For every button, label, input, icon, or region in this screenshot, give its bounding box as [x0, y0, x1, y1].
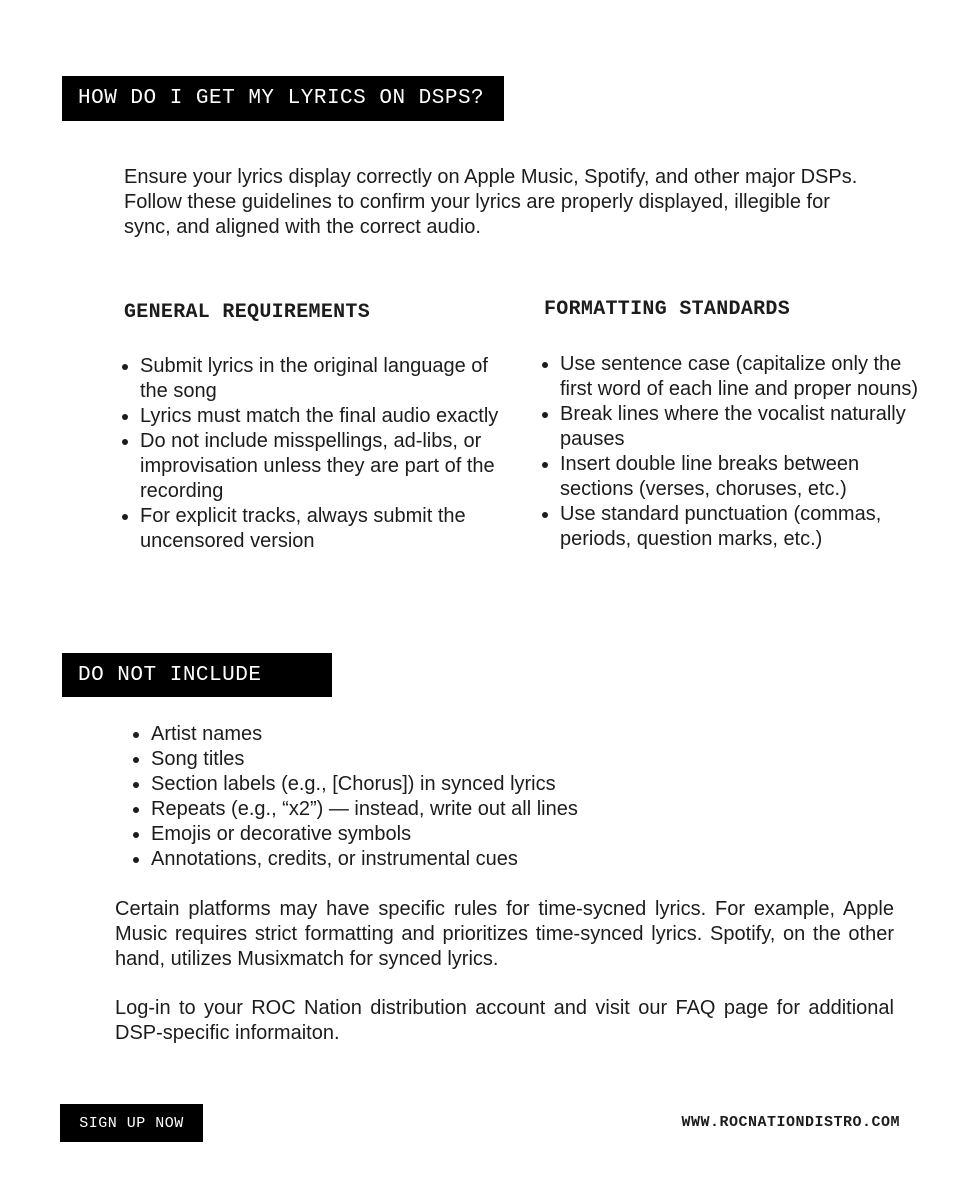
list-item: • Emojis or decorative symbols [151, 822, 751, 847]
list-item: • Break lines where the vocalist naturally pauses [560, 402, 922, 452]
login-paragraph: Log-in to your ROC Nation distribution account and visit our FAQ page for additional DSP-specific informaiton. [115, 997, 894, 1044]
list-item: • Annotations, credits, or instrumental cues [151, 847, 751, 872]
section-banner-lyrics [62, 76, 504, 121]
list-item: • Submit lyrics in the original language of the song [140, 354, 500, 404]
general-requirements-heading: GENERAL REQUIREMENTS [124, 301, 371, 324]
list-item: • Section labels (e.g., [Chorus]) in synced lyrics [151, 772, 751, 797]
platforms-paragraph: Certain platforms may have specific rules for time-sycned lyrics. For example, Apple Music requires strict formatting and prioritizes time-synced lyrics. Spotify, on the other hand, utilizes Musixmatch for synced lyrics. [115, 898, 894, 970]
list-item: • Repeats (e.g., “x2”) — instead, write out all lines [151, 797, 751, 822]
list-item: • Use standard punctuation (commas, periods, question marks, etc.) [560, 502, 922, 552]
formatting-standards-list [544, 352, 922, 552]
banner-title: HOW DO I GET MY LYRICS ON DSPS? [78, 87, 485, 110]
list-item: • Use sentence case (capitalize only the first word of each line and proper nouns) [560, 352, 922, 402]
banner-title: DO NOT INCLUDE [78, 663, 262, 687]
formatting-standards-heading: FORMATTING STANDARDS [544, 298, 791, 321]
section-banner-exclude [62, 653, 332, 697]
list-item: • Song titles [151, 747, 751, 772]
list-item: • For explicit tracks, always submit the uncensored version [140, 504, 500, 554]
do-not-include-list [135, 722, 751, 872]
list-item: • Insert double line breaks between sections (verses, choruses, etc.) [560, 452, 922, 502]
list-item: • Lyrics must match the final audio exactly [140, 404, 500, 429]
general-requirements-list [124, 354, 500, 554]
list-item: • Artist names [151, 722, 751, 747]
website-link[interactable]: WWW.ROCNATIONDISTRO.COM [681, 1114, 900, 1131]
sign-up-button[interactable]: SIGN UP NOW [60, 1104, 203, 1142]
intro-paragraph: Ensure your lyrics display correctly on Apple Music, Spotify, and other major DSPs. Follow these guidelines to confirm your lyrics are properly displayed, illegible for sync, and aligned with the correct audio. [124, 166, 858, 238]
list-item: • Do not include misspellings, ad-libs, or improvisation unless they are part of the recording [140, 429, 500, 504]
